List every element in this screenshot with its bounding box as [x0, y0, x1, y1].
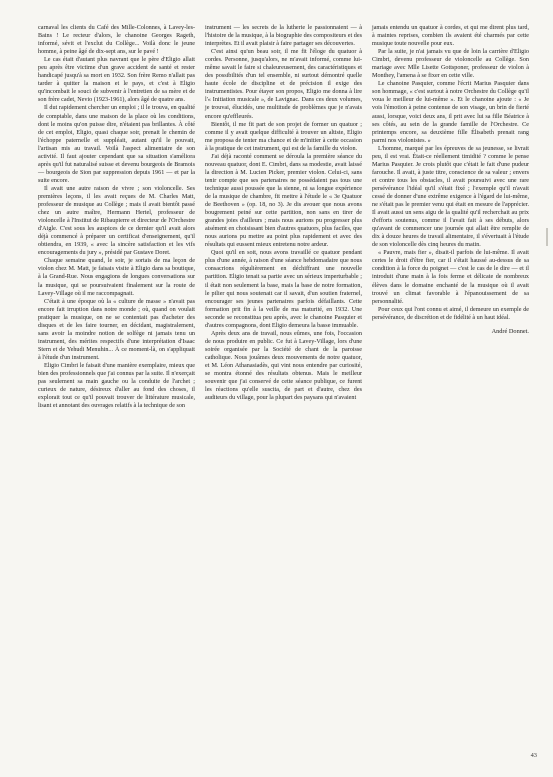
paragraph: Après deux ans de travail, nous eûmes, une fois, l'occasion de nous produire en public. Ce fut à Lavey-Village, lors d'une soirée organisée par la Société de chant de la paroisse catholique. Nous jouâmes deux mouvements de notre quatuor, et M. Léon Athanasiadès, qui vint nous entendre par curiosité, se montra étonné des résultats obtenus. Mais le meilleur souvenir que j'ai conservé de cette séance publique, ce furent les réactions qu'elle suscita, de part et d'autre, chez des auditeurs du village, pour la plupart des paysans qui n'avaient	[205, 330, 362, 402]
paragraph: Il avait une autre raison de vivre ; son violoncelle. Ses premières leçons, il les avait reçues de M. Charles Matt, professeur de musique au Collège ; mais il avait bientôt passé chez un autre maître, Hermann Hertel, professeur de violoncelle à l'Institut de Ribaupierre et directeur de l'Orchestre d'Aigle. C'est sous les auspices de ce dernier qu'il avait alors déjà commencé à préparer un certificat d'enseignement, qu'il obtiendra, en 1939, « avec la sincère satisfaction et les vifs encouragements du jury », présidé par Gustave Doret.	[38, 185, 195, 257]
scan-mark	[546, 228, 548, 246]
column-1	[38, 24, 195, 410]
paragraph: Le chanoine Pasquier, comme l'écrit Marius Pasquier dans son hommage, « c'est surtout à notre Orchestre du Collège qu'il voua le meilleur de lui-même ». Et le chanoine ajoute : « Je vois l'émotion à peine contenue de son visage, un brin de fierté aussi, lorsque, voici deux ans, il prit avec lui sa fille Béatrice à ses côtés, au sein de la grande famille de l'Orchestre. Ce printemps encore, sa deuxième fille Élisabeth prenait rang parmi nos violonistes. »	[372, 81, 529, 144]
paragraph: Le cas était d'autant plus navrant que le père d'Eligio allait peu après être victime d'un grave accident de santé et rester handicapé jusqu'à sa mort en 1932. Son frère Remo n'allait pas tarder à quitter la maison et le pays, et c'est à Eligio qu'incombait le souci de subvenir à l'entretien de sa mère et de son frère cadet, Nevio (1923-1961), alors âgé de quatre ans.	[38, 57, 195, 104]
paragraph: Par la suite, je n'ai jamais vu que de loin la carrière d'Eligio Cimbri, devenu professeur de violoncelle au Collège. Son mariage avec Mlle Lisette Gottsponer, professeur de violon à Monthey, l'amena à se fixer en cette ville.	[372, 49, 529, 80]
paragraph: instrument — les secrets de la lutherie le passionnaient — à l'histoire de la musique, à la biographie des compositeurs et des interprètes. Et il avait plaisir à faire partager ses découvertes.	[205, 25, 362, 48]
paragraph: Quoi qu'il en soit, nous avons travaillé ce quatuor pendant plus d'une année, à raison d'une séance hebdomadaire que nous consacrions régulièrement en déchiffrant une nouvelle partition. Eligio tenait sa partie avec un sérieux imperturbable ; il était non seulement la base, mais la base de notre formation, le pilier qui nous soutenait car il savait, d'un soutien fraternel, encourager ses jeunes partenaires parfois défaillants. Cette formation prit fin à la veille de ma maturité, en 1932. Une seconde se reconstitua peu après, avec le chanoine Pasquier et d'autres compagnons, dont Eligio demeura la basse immuable.	[205, 250, 362, 329]
paragraph: C'était à une époque où la « culture de masse » n'avait pas encore fait irruption dans notre monde ; où, quand on voulait pratiquer la musique, on ne se contentait pas d'acheter des disques et de les faire tourner, en décidant, magistralement, sans avoir la moindre notion de solfège ni jamais tenu un instrument, des mérites respectifs d'une interprétation d'Isaac Stern et de Yehudi Menuhin... À ce moment-là, on s'appliquait à l'étude d'un instrument.	[38, 298, 195, 361]
paragraph: « Pauvre, mais fier », disait-il parfois de lui-même. Il avait certes le droit d'être fier, car il s'était haussé au-dessus de sa condition à la force du poignet — c'est le cas de le dire — et il introduit d'une main à la fois ferme et délicate de nombreux élèves dans le domaine enchanté de la musique où il avait trouvé un climat favorable à l'épanouissement de sa personnalité.	[372, 250, 529, 305]
paragraph: Chaque semaine quand, le soir, je sortais de ma leçon de violon chez M. Matt, je faisais visite à Eligio dans sa boutique, à la Grand-Rue. Nous engagions de longues conversations sur la musique, qui se poursuivaient finalement sur la route de Lavey-Village où il me raccompagnait.	[38, 258, 195, 297]
paragraph: C'est ainsi qu'un beau soir, il me fit l'éloge du quatuor à cordes. Personne, jusqu'alors, ne m'avait informé, comme lui-même savait le faire si chaleureusement, des caractéristiques et des possibilités d'un tel ensemble, ni surtout démontré quelle haute école de discipline et de précision il exige des instrumentistes. Pour étayer son propos, Eligio me donna à lire l'« Initiation musicale », de Lavignac. Dans ces deux volumes, je trouvai, élucidés, une multitude de problèmes que je n'avais encore qu'effleurés.	[205, 49, 362, 120]
paragraph: Eligio Cimbri le faisait d'une manière exemplaire, mieux que bien des professionnels que j'ai connus par la suite. Il n'exerçait pas seulement sa main gauche ou la conduite de l'archet ; curieux de nature, désireux d'aller au fond des choses, il explorait tout ce qu'il pouvait trouver de littérature musicale, lisant et annotant des ouvrages relatifs à la technique de son	[38, 362, 195, 410]
paragraph: jamais entendu un quatuor à cordes, et qui me dirent plus tard, à maintes reprises, combien ils avaient été charmés par cette musique toute nouvelle pour eux.	[372, 25, 529, 48]
paragraph: Bientôt, il me fit part de son projet de former un quatuor ; comme il y avait quelque difficulté à trouver un altiste, Eligio me proposa de tenter ma chance et de m'initier à cette occasion à la pratique de cet instrument, qui est de la famille du violon.	[205, 121, 362, 152]
paragraph: L'homme, marqué par les épreuves de sa jeunesse, se livrait peu, il est vrai. Était-ce réellement timidité ? comme le pense Marius Pasquier. Je crois plutôt que c'était le fait d'une pudeur farouche. Il avait, à juste titre, conscience de sa valeur ; envers et contre tous les obstacles, il avait poursuivi avec une rare persévérance l'idéal qu'il s'était fixé ; l'exemple qu'il n'avait cessé de donner d'une extrême exigence à l'égard de lui-même, ne s'était pas le premier venu qui était en mesure de l'apprécier. Il avait aussi un sens aigu de la qualité qu'il recherchait au prix d'efforts soutenus, comme il l'avait fait à ses débuts, alors qu'avant de commencer une journée qui allait être remplie de dix à douze heures de travail alimentaire, il s'évertuait à l'étude de son violoncelle dès cinq heures du matin.	[372, 145, 529, 249]
paragraph: J'ai déjà raconté comment se déroula la première séance du nouveau quatuor, dont E. Cimbri, dans sa modestie, avait laissé la direction à M. Lucien Picker, premier violon. Celui-ci, sans tenir compte que ses partenaires ne possédaient pas tous une technique aussi poussée que la sienne, ni sa longue expérience de la musique de chambre, fit mettre à l'étude le « 3e Quatuor de Beethoven » (op. 18, no 3). Je dis avouer que nous avons bougrement peiné sur cette partition, non sans en tirer de grandes joies d'ailleurs ; mais nous aurions pu progresser plus aisément en choisissant bien d'autres quatuors, plus faciles, que nous aurions pu mettre au point plus rapidement et avec des résultats qui eussent mieux entretenu notre ardeur.	[205, 153, 362, 249]
text-columns	[38, 24, 537, 410]
column-2	[205, 24, 362, 410]
paragraph: carnaval les clients du Café des Mille-Colonnes, à Lavey-les-Bains ! Le recteur d'alors, le chanoine Georges Rageth, informé, sévit et l'exclut du Collège... Voilà donc le jeune homme, à peine âgé de dix-sept ans, sur le pavé !	[38, 25, 195, 56]
author-signature: André Donnet.	[491, 327, 529, 335]
paragraph: Pour ceux qui l'ont connu et aimé, il demeure un exemple de persévérance, de discrétion et de fidélité à un haut idéal.	[372, 306, 529, 321]
column-3	[372, 24, 529, 410]
page-number: 43	[530, 752, 537, 759]
paragraph: Il dut rapidement chercher un emploi ; il le trouva, en qualité de comptable, dans une maison de la place où les conditions, dont le moins qu'on puisse dire, n'étaient pas brillantes. À côté de cet emploi, Eligio, quasi chaque soir, prenait le chemin de l'échoppe paternelle et suppléait, autant qu'il le pouvait, l'artisan mis au travail. Voilà l'aspect alimentaire de son activité. Il faut ajouter cependant que sa situation s'améliora après qu'il fut naturalisé suisse et devenu bourgeois de Bramois — bourgeois de Sion par suppression depuis 1961 — et par la suite encore.	[38, 105, 195, 184]
